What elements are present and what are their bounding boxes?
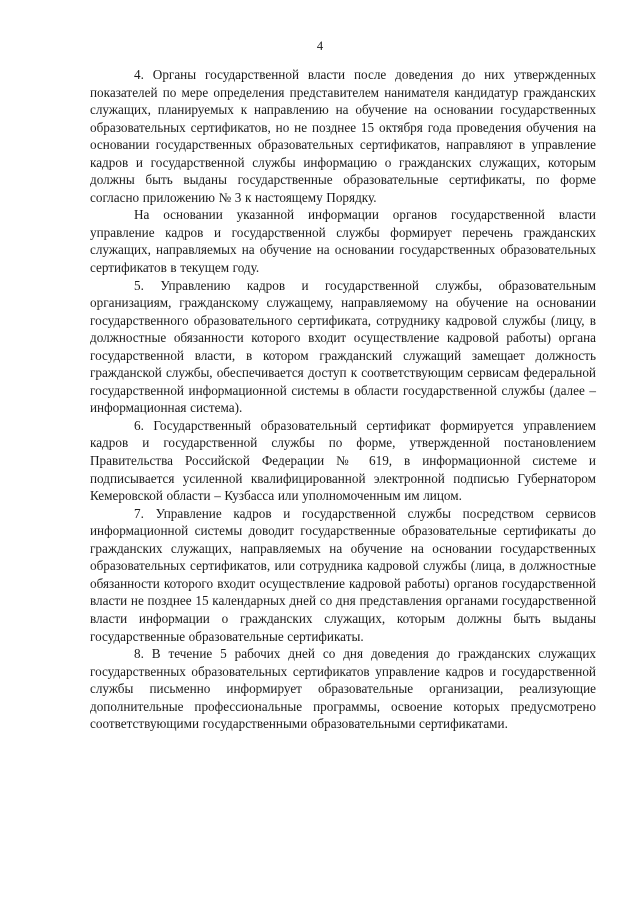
paragraph-item-4-continuation: На основании указанной информации органов государственной власти управление кадров и государственной службы формирует перечень гражданских служащих, направляемых на обучение на основании государственных образовательных сертификатов в текущем году. bbox=[90, 207, 596, 276]
paragraph-item-5: 5. Управлению кадров и государственной службы, образовательным организациям, гражданскому служащему, направляемому на обучение на основании государственного образовательного сертификата, сотруднику кадровой службы (лицу, в должностные обязанности которого входит осуществление кадровой работы) органа государственной власти, в котором гражданский служащий замещает должность гражданской службы, обеспечивается доступ к соответствующим сервисам федеральной государственной информационной системы в области государственной службы (далее – информационная система). bbox=[90, 277, 596, 416]
paragraph-item-8: 8. В течение 5 рабочих дней со дня доведения до гражданских служащих государственных образовательных сертификатов управление кадров и государственной службы письменно информирует образовательные организации, реализующие дополнительные профессиональные программы, освоение которых предусмотрено соответствующими государственными образовательными сертификатами. bbox=[90, 646, 596, 732]
paragraph-item-7: 7. Управление кадров и государственной службы посредством сервисов информационной системы доводит государственные образовательные сертификаты до гражданских служащих, направляемых на обучение на основании государственных образовательных сертификатов, или сотрудника кадровой службы (лица, в должностные обязанности которого входит осуществление кадровой работы) органов государственной власти не позднее 15 календарных дней со дня представления органами государственной власти информации о гражданских служащих, которым должны быть выданы государственные образовательные сертификаты. bbox=[90, 505, 596, 644]
document-body bbox=[90, 66, 596, 733]
paragraph-item-4: 4. Органы государственной власти после доведения до них утвержденных показателей по мере определения представителем нанимателя кандидатур гражданских служащих, планируемых к направлению на обучение на основании государственных образовательных сертификатов, но не позднее 15 октября года проведения обучения на основании государственных образовательных сертификатов, направляют в управление кадров и государственной службы информацию о гражданских служащих, которым должны быть выданы государственные образовательные сертификаты, по форме согласно приложению № 3 к настоящему Порядку. bbox=[90, 67, 596, 205]
page-number: 4 bbox=[316, 39, 324, 53]
paragraph-item-6: 6. Государственный образовательный сертификат формируется управлением кадров и государственной службы по форме, утвержденной постановлением Правительства Российской Федерации № 619, в информационной системе и подписывается усиленной квалифицированной электронной подписью Губернатором Кемеровской области – Кузбасса или уполномоченным им лицом. bbox=[90, 417, 596, 504]
